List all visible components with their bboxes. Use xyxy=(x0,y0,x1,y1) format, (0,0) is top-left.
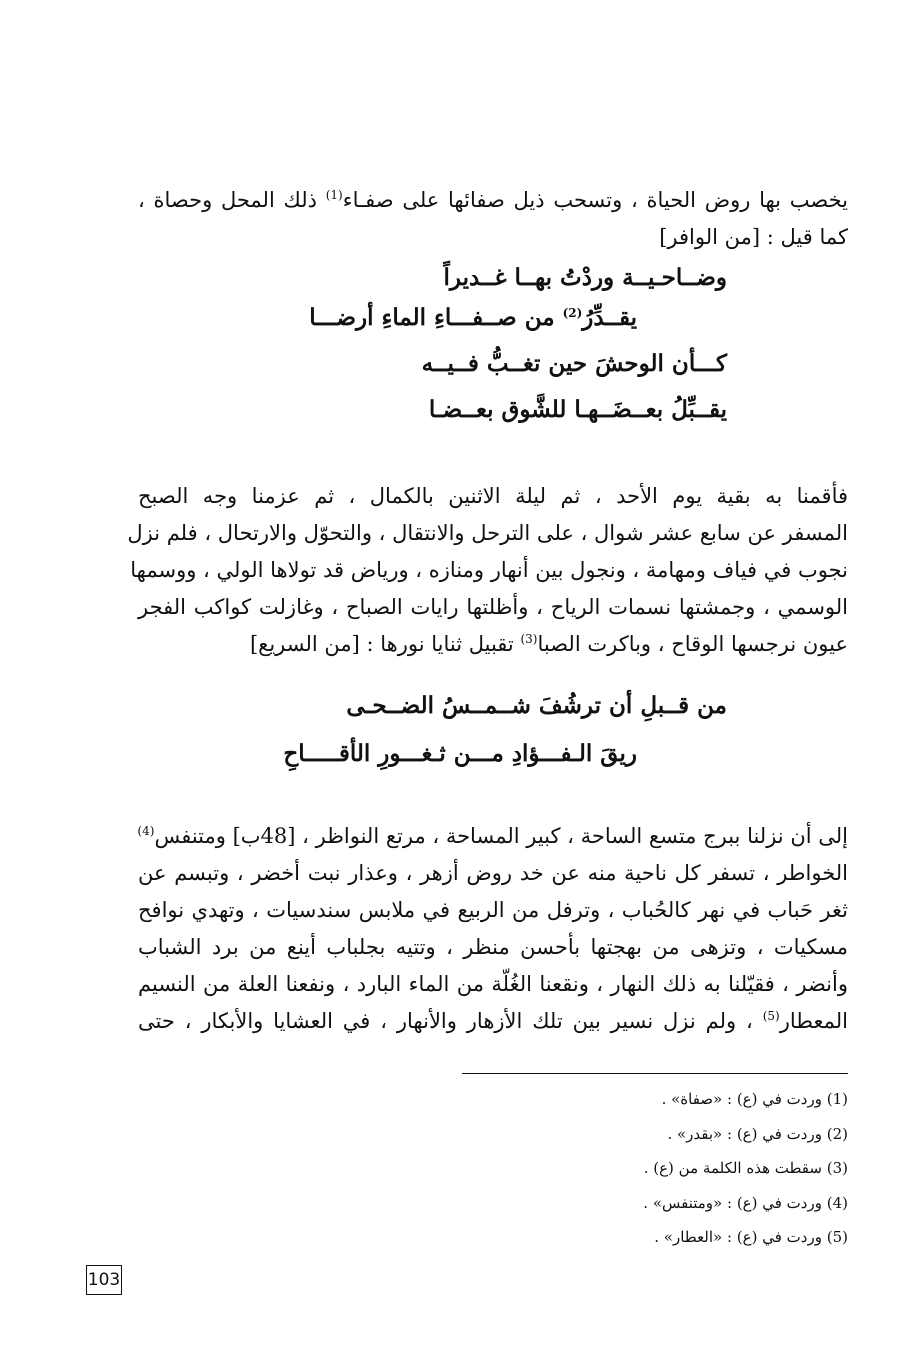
paragraph-2 xyxy=(127,478,849,663)
footnote-4: (4) وردت في (ع) : «ومتنفس» . xyxy=(643,1193,848,1212)
poem-1-verse-2: يقــدِّرُ$^{(2)}$ من صــفـــاءِ الماءِ أرضـــا xyxy=(309,304,637,331)
text-line: ثغر حَباب في نهر كالحُباب ، وترفل من الربيع في ملابس سندسيات ، وتهدي نوافح xyxy=(138,898,848,922)
footnotes xyxy=(400,1082,848,1255)
paragraph-1 xyxy=(138,182,848,256)
text-line: فأقمنا به بقية يوم الأحد ، ثم ليلة الاثنين بالكمال ، ثم عزمنا وجه الصبح xyxy=(138,484,849,508)
footnote-ref[interactable]: (1) xyxy=(325,188,343,202)
footnote-2: (2) وردت في (ع) : «بقدر» . xyxy=(667,1124,848,1143)
text-line: وأنضر ، فقيّلنا به ذلك النهار ، ونقعنا الغُلّة من الماء البارد ، ونفعنا العلة من النسيم xyxy=(138,972,848,996)
text-line: كما قيل : [من الوافر] xyxy=(659,225,848,249)
text-line: الوسمي ، وجمشتها نسمات الرياح ، وأظلتها رايات الصباح ، وغازلت كواكب الفجر xyxy=(138,595,848,619)
footnote-5: (5) وردت في (ع) : «العطار» . xyxy=(654,1228,848,1246)
text-line: مسكيات ، وتزهى من بهجتها بأحسن منظر ، وتتيه بجلباب أينع من برد الشباب xyxy=(138,935,848,959)
footnote-separator xyxy=(462,1073,848,1074)
text-line: إلى أن نزلنا ببرج متسع الساحة ، كبير المساحة ، مرتع النواظر ، [48ب] ومتنفس$^{(4)}$ xyxy=(137,824,848,848)
text-line: الخواطر ، تسفر كل ناحية منه عن خد روض أزهر ، وعذار نبت أخضر ، وتبسم عن xyxy=(138,861,848,885)
paragraph-3 xyxy=(138,818,848,1040)
footnote-ref[interactable]: (4) xyxy=(137,824,155,838)
poem-1-verse-4: يقــبِّلُ بعــضَــهـا للشَّوق بعــضـا xyxy=(428,396,727,423)
poem-1-verse-1: وضــاحـيــة وردْتُ بهــا غــديراً xyxy=(443,264,727,291)
text-line: نجوب في فياف ومهامة ، ونجول بين أنهار ومنازه ، ورياض قد تولاها الولي ، ووسمها xyxy=(130,558,848,582)
text-line: عيون نرجسها الوقاح ، وباكرت الصبا$^{(3)}$ تقبيل ثنايا نورها : [من السريع] xyxy=(249,632,848,656)
footnote-1: (1) وردت في (ع) : «صفاة» . xyxy=(661,1090,848,1108)
page-number: 103 xyxy=(86,1265,122,1295)
footnote-3: (3) سقطت هذه الكلمة من (ع) . xyxy=(643,1159,848,1177)
poem-1-verse-3: كـــأن الوحشَ حين تغــبُّ فــيــه xyxy=(421,350,727,377)
footnote-ref[interactable]: (3) xyxy=(520,632,538,646)
poem-2-verse-2: ريقَ الـفـــؤادِ مـــن ثـغـــورِ الأقـــــاحِ xyxy=(283,740,637,767)
text-line: المسفر عن سابع عشر شوال ، على الترحل والانتقال ، والتحوّل والارتحال ، فلم نزل xyxy=(127,521,848,545)
poem-2-verse-1: من قــبلِ أن ترشُفَ شــمــسُ الضــحـى xyxy=(346,692,727,719)
footnote-ref[interactable]: (2) xyxy=(562,306,583,320)
text-line: المعطار$^{(5)}$ ، ولم نزل نسير بين تلك الأزهار والأنهار ، في العشايا والأبكار ، حتى xyxy=(138,1009,848,1033)
footnote-ref[interactable]: (5) xyxy=(762,1009,780,1023)
text-line: يخصب بها روض الحياة ، وتسحب ذيل صفائها على صفـاء$^{(1)}$ ذلك المحل وحصاة ، xyxy=(138,188,848,212)
